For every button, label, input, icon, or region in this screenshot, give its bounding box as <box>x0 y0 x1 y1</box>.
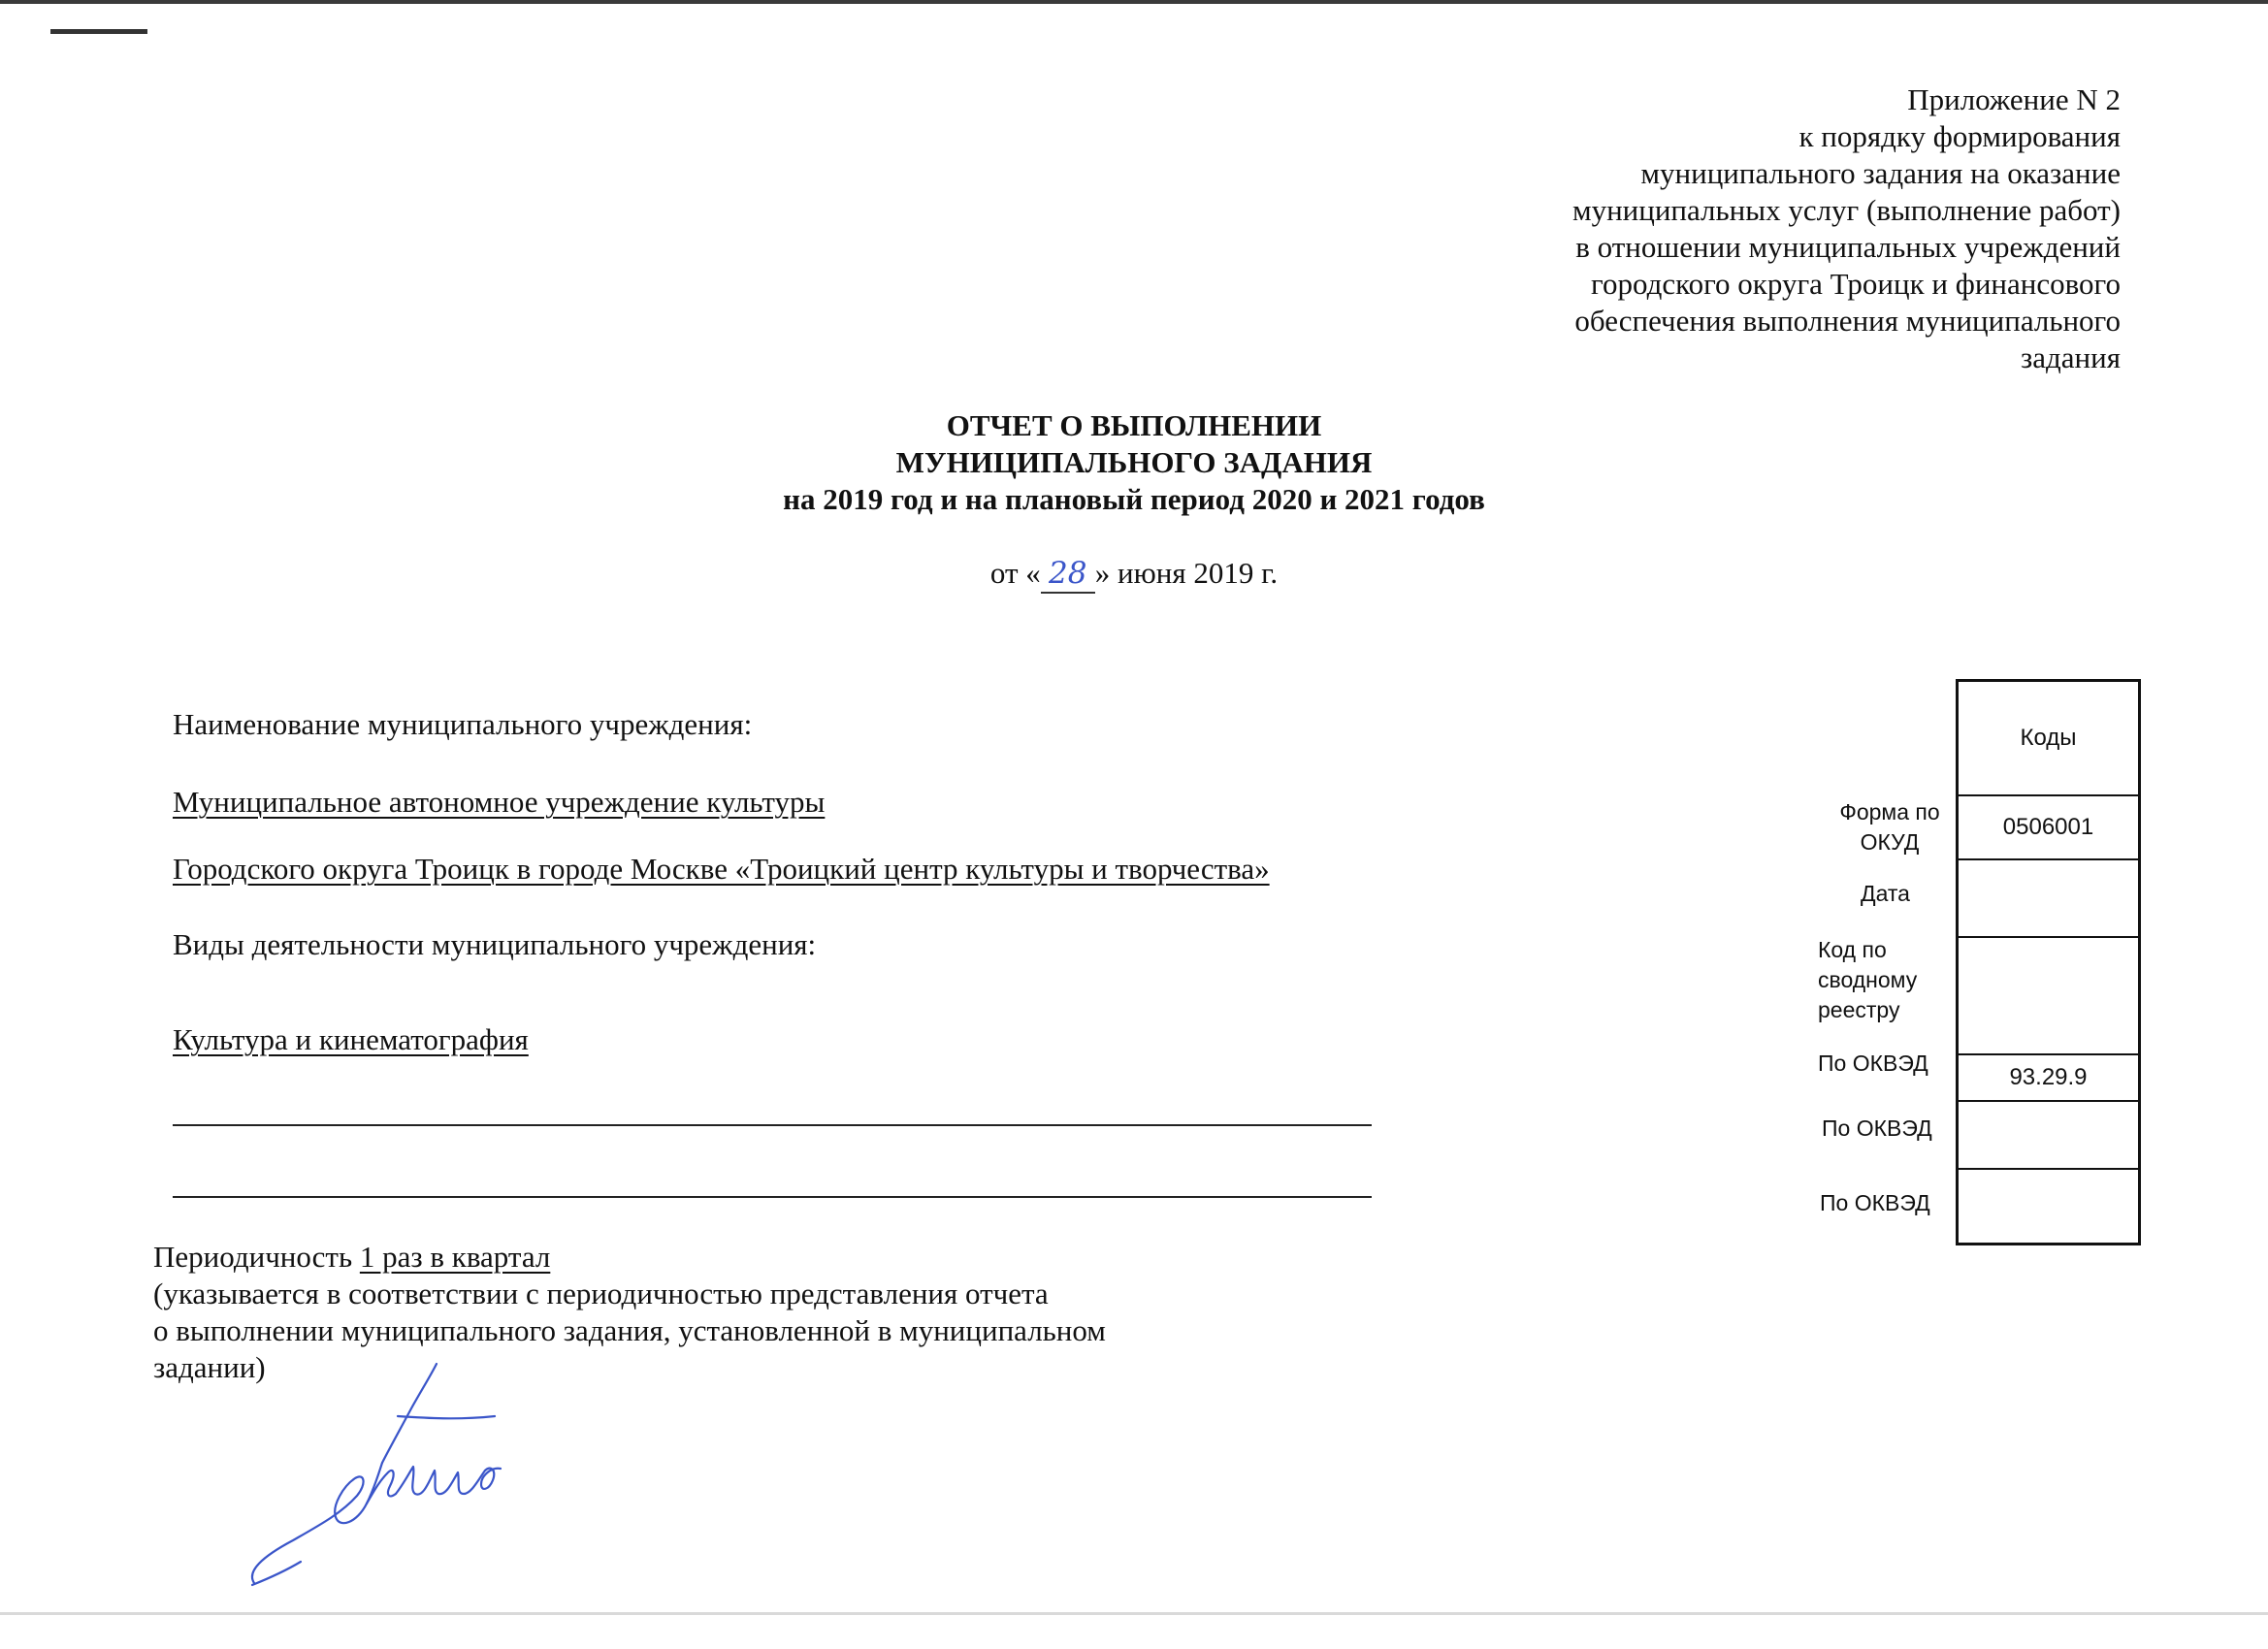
appendix-line: в отношении муниципальных учреждений <box>1575 230 2121 264</box>
codes-label-okved-1: По ОКВЭД <box>1818 1051 1928 1076</box>
appendix-line: к порядку формирования <box>1798 119 2121 153</box>
title-line-2: МУНИЦИПАЛЬНОГО ЗАДАНИЯ <box>895 445 1373 479</box>
codes-value-okved-1: 93.29.9 <box>1959 1055 2138 1102</box>
date-prefix: от « <box>989 556 1041 590</box>
periodicity-note-3: задании) <box>153 1350 266 1384</box>
institution-name-line-2: Городского округа Троицк в городе Москве «Троицкий центр культуры и творчества» <box>173 852 1270 886</box>
activity-label: Виды деятельности муниципального учреждения: <box>173 927 817 961</box>
codes-label-okved-3: По ОКВЭД <box>1820 1190 1930 1215</box>
codes-table <box>1956 679 2141 1245</box>
scan-edge-bottom <box>0 1612 2268 1615</box>
appendix-line: муниципального задания на оказание <box>1640 156 2121 190</box>
title-line-3: на 2019 год и на плановый период 2020 и 2021 годов <box>783 482 1485 516</box>
institution-name-label: Наименование муниципального учреждения: <box>173 707 753 741</box>
periodicity-note-1: (указывается в соответствии с периодичностью представления отчета <box>153 1277 1049 1310</box>
appendix-line: муниципальных услуг (выполнение работ) <box>1571 193 2121 227</box>
codes-value-date <box>1959 860 2138 938</box>
codes-value-okud: 0506001 <box>1959 796 2138 860</box>
date-suffix: » июня 2019 г. <box>1094 556 1279 590</box>
report-date <box>0 555 2268 594</box>
title-line-1: ОТЧЕТ О ВЫПОЛНЕНИИ <box>946 408 1322 442</box>
codes-label-okud: Форма по ОКУД <box>1839 799 1940 855</box>
blank-line-2 <box>173 1196 1372 1198</box>
blank-line-1 <box>173 1124 1372 1126</box>
institution-name-line-1: Муниципальное автономное учреждение культуры <box>173 785 826 819</box>
appendix-header <box>1383 81 2121 376</box>
activity-value: Культура и кинематография <box>173 1022 529 1056</box>
codes-value-okved-2 <box>1959 1102 2138 1170</box>
codes-label-date: Дата <box>1861 881 1910 906</box>
codes-value-registry <box>1959 938 2138 1055</box>
appendix-line: обеспечения выполнения муниципального <box>1574 304 2121 338</box>
codes-label-okved-2: По ОКВЭД <box>1822 1116 1932 1141</box>
periodicity-note-2: о выполнении муниципального задания, установленной в муниципальном <box>153 1313 1106 1347</box>
report-title <box>0 407 2268 518</box>
signature-image <box>243 1358 534 1591</box>
scan-edge-top <box>0 0 2268 4</box>
periodicity-line <box>153 1239 550 1276</box>
appendix-line: Приложение N 2 <box>1907 82 2121 116</box>
scan-mark <box>50 29 147 34</box>
appendix-line: задания <box>2021 340 2121 374</box>
codes-value-okved-3 <box>1959 1170 2138 1243</box>
periodicity-label: Периодичность <box>153 1240 353 1274</box>
date-day-handwritten: 28 <box>1041 555 1095 594</box>
codes-label-registry: Код по сводному реестру <box>1818 937 1918 1022</box>
periodicity-value: 1 раз в квартал <box>359 1240 551 1274</box>
codes-header: Коды <box>1959 682 2138 796</box>
appendix-line: городского округа Троицк и финансового <box>1591 267 2121 301</box>
